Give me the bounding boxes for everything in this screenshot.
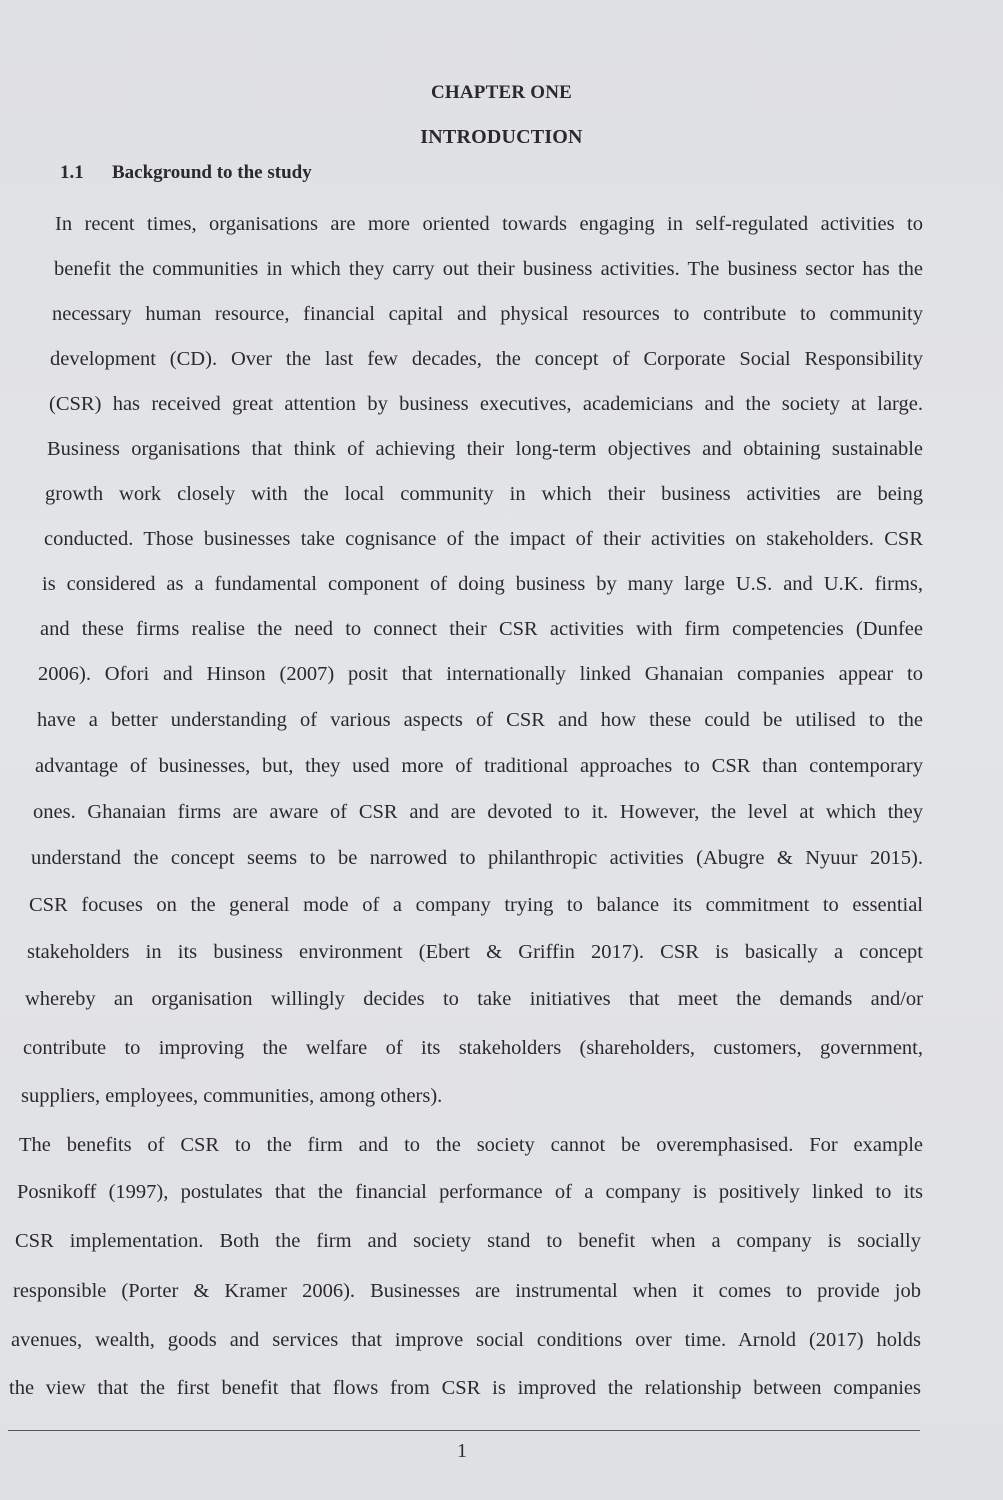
- text-line: necessary human resource, financial capital and physical resources to contribute to community: [52, 303, 923, 325]
- text-line: 2006). Ofori and Hinson (2007) posit that internationally linked Ghanaian companies appear to: [38, 663, 923, 685]
- section-number: 1.1: [60, 162, 84, 183]
- text-line: Posnikoff (1997), postulates that the financial performance of a company is positively linked to its: [17, 1181, 923, 1203]
- text-line: Business organisations that think of achieving their long-term objectives and obtaining sustainable: [47, 438, 923, 460]
- text-line: conducted. Those businesses take cognisance of the impact of their activities on stakeholders. CSR: [44, 528, 923, 550]
- text-line: have a better understanding of various aspects of CSR and how these could be utilised to the: [37, 709, 923, 731]
- text-line: CSR implementation. Both the firm and society stand to benefit when a company is socially: [15, 1230, 921, 1252]
- text-line: is considered as a fundamental component of doing business by many large U.S. and U.K. firms,: [42, 573, 923, 595]
- text-line: and these firms realise the need to connect their CSR activities with firm competencies (Dunfee: [40, 618, 923, 640]
- text-line: avenues, wealth, goods and services that improve social conditions over time. Arnold (2017) holds: [11, 1329, 921, 1351]
- text-line: whereby an organisation willingly decides to take initiatives that meet the demands and/or: [25, 988, 923, 1010]
- chapter-title: INTRODUCTION: [420, 126, 583, 148]
- text-line: stakeholders in its business environment (Ebert & Griffin 2017). CSR is basically a concept: [27, 941, 923, 963]
- text-line: (CSR) has received great attention by business executives, academicians and the society at large.: [49, 393, 923, 415]
- text-line: contribute to improving the welfare of its stakeholders (shareholders, customers, government,: [23, 1037, 923, 1059]
- page-number: 1: [457, 1440, 467, 1462]
- chapter-number: CHAPTER ONE: [430, 82, 573, 103]
- text-line: advantage of businesses, but, they used more of traditional approaches to CSR than contemporary: [35, 755, 923, 777]
- text-line: development (CD). Over the last few decades, the concept of Corporate Social Responsibility: [50, 348, 923, 370]
- text-line: understand the concept seems to be narrowed to philanthropic activities (Abugre & Nyuur 2015).: [31, 847, 923, 869]
- text-line: growth work closely with the local community in which their business activities are being: [45, 483, 923, 505]
- text-line: benefit the communities in which they carry out their business activities. The business sector has the: [54, 258, 923, 280]
- text-line: The benefits of CSR to the firm and to the society cannot be overemphasised. For example: [19, 1134, 923, 1156]
- text-line: In recent times, organisations are more oriented towards engaging in self-regulated activities to: [55, 213, 923, 235]
- footer-divider: [8, 1430, 920, 1431]
- text-line: suppliers, employees, communities, among others).: [21, 1085, 443, 1107]
- text-line: ones. Ghanaian firms are aware of CSR and are devoted to it. However, the level at which they: [33, 801, 923, 823]
- section-title: Background to the study: [112, 162, 312, 183]
- text-line: CSR focuses on the general mode of a company trying to balance its commitment to essential: [29, 894, 923, 916]
- text-line: the view that the first benefit that flows from CSR is improved the relationship between companies: [9, 1377, 921, 1399]
- text-line: responsible (Porter & Kramer 2006). Businesses are instrumental when it comes to provide job: [13, 1280, 921, 1302]
